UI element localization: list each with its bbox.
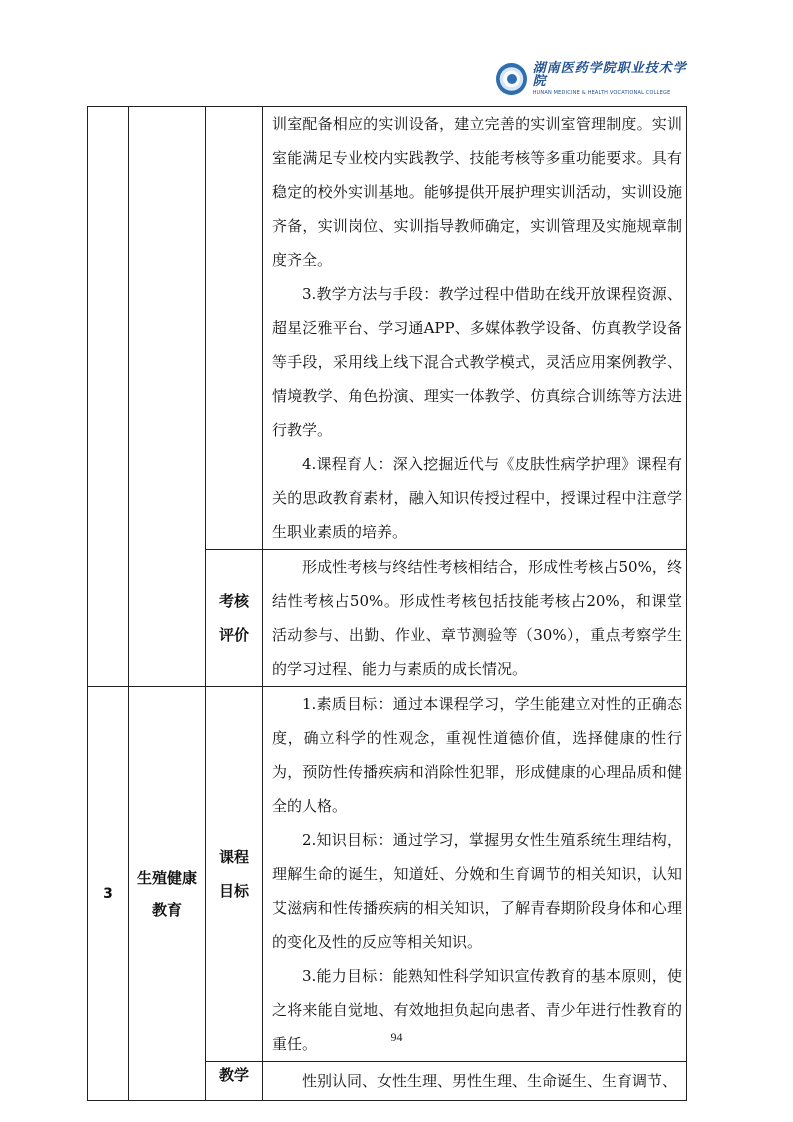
assessment-cell [263,550,687,687]
label-cell-empty [206,107,263,550]
logo-text-cn: 湖南医药学院职业技术学院 [532,61,687,89]
page-number: 94 [390,1030,403,1044]
course-number: 3 [88,687,129,1101]
table-row [88,107,687,550]
conditions-text: 训室配备相应的实训设备，建立完善的实训室管理制度。实训室能满足专业校内实践教学、技能考核等多重功能要求。具有稳定的校外实训基地。能够提供开展护理实训活动，实训设施齐备，实训岗位、实训指导教师确定，实训管理及实施规章制度齐全。 [272,115,682,269]
course-goals-cell [263,687,687,1062]
goals-label: 课程 目标 [206,687,263,1062]
goal-ability: 3.能力目标：能熟知性科学知识宣传教育的基本原则，使之将来能自觉地、有效地担负起向患者、青少年进行性教育的重任。 [272,967,682,1053]
goal-quality: 1.素质目标：通过本课程学习，学生能建立对性的正确态度，确立科学的性观念，重视性道德价值，选择健康的性行为，预防性传播疾病和消除性犯罪，形成健康的心理品质和健全的人格。 [272,695,682,815]
teaching-conditions-cell [263,107,687,550]
ideology-text: 4.课程育人：深入挖掘近代与《皮肤性病学护理》课程有关的思政教育素材，融入知识传授过程中，授课过程中注意学生职业素质的培养。 [272,455,682,541]
course-table [87,106,687,1101]
assessment-label: 考核 评价 [206,550,263,687]
logo-text-en: HUNAN MEDICINE & HEALTH VOCATIONAL COLLEGE [532,90,671,96]
number-cell-empty [88,107,129,687]
content-text: 性别认同、女性生理、男性生理、生命诞生、生育调节、 [302,1072,678,1090]
college-logo [496,62,692,96]
content-label: 教学 [206,1062,263,1101]
goal-knowledge: 2.知识目标：通过学习，掌握男女性生殖系统生理结构，理解生命的诞生，知道妊、分娩和生育调节的相关知识，认知艾滋病和性传播疾病的相关知识，了解青春期阶段身体和心理的变化及性的反应等相关知识。 [272,831,682,951]
course-name: 生殖健康教育 [129,687,206,1101]
methods-text: 3.教学方法与手段：教学过程中借助在线开放课程资源、超星泛雅平台、学习通APP、多媒体教学设备、仿真教学设备等手段，采用线上线下混合式教学模式，灵活应用案例教学、情境教学、角色扮演、理实一体教学、仿真综合训练等方法进行教学。 [272,285,682,439]
name-cell-empty [129,107,206,687]
table-row [88,687,687,1062]
assessment-text: 形成性考核与终结性考核相结合，形成性考核占50%，终结性考核占50%。形成性考核包括技能考核占20%，和课堂活动参与、出勤、作业、章节测验等（30%），重点考察学生的学习过程、能力与素质的成长情况。 [272,558,682,678]
college-seal-icon [496,63,527,95]
logo-text [533,62,692,96]
course-content-cell [263,1062,687,1101]
